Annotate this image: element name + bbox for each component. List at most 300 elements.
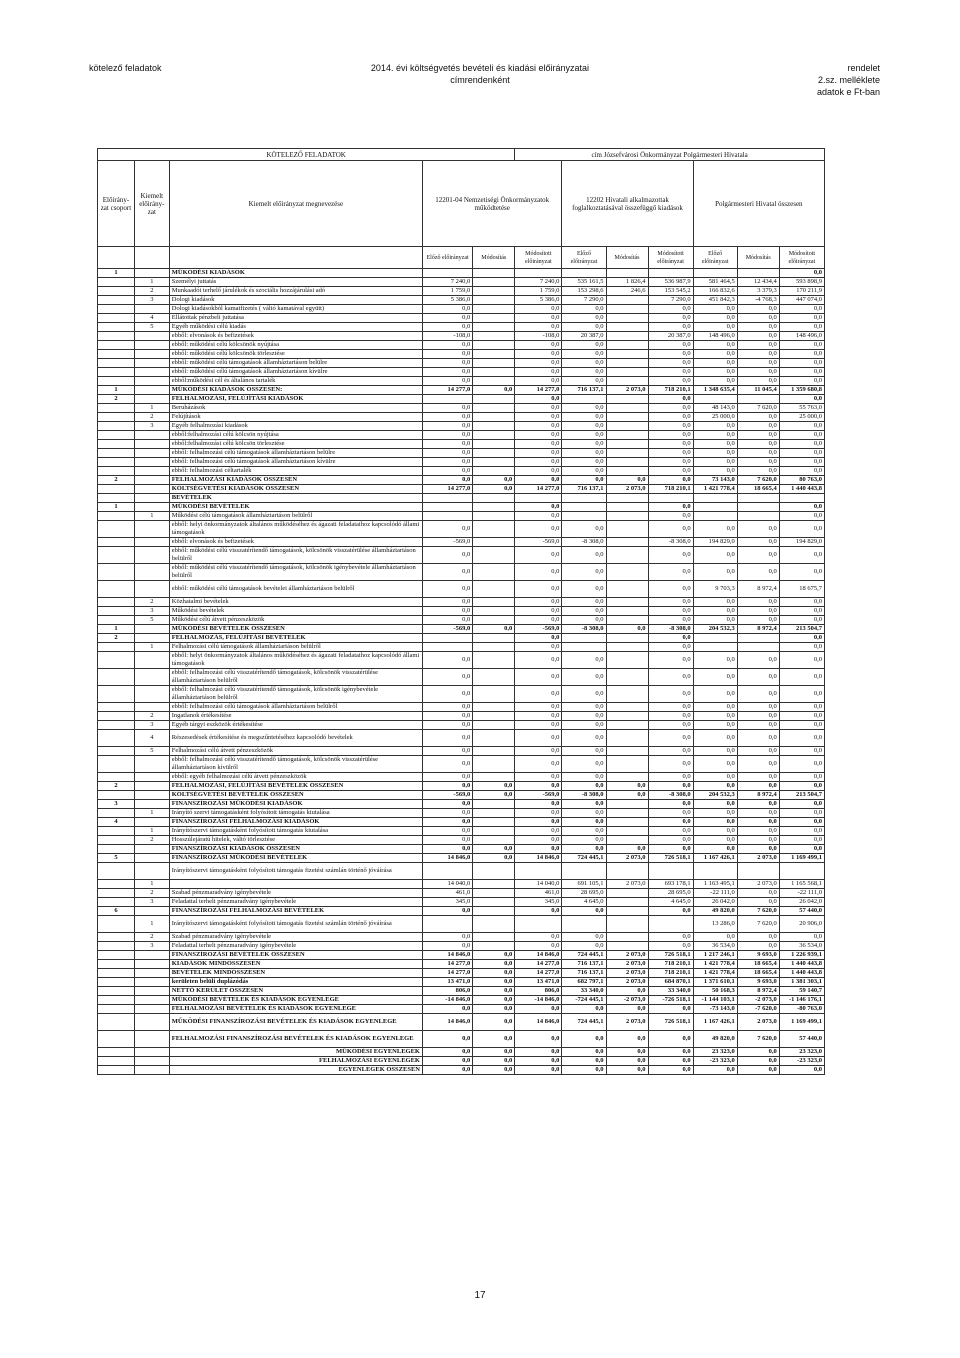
row-value: 20 387,0 (562, 332, 606, 341)
row-value: 0,0 (422, 413, 472, 422)
row-value: -22 111,0 (779, 889, 824, 898)
row-value (606, 643, 648, 652)
row-value (473, 756, 515, 773)
row-value: 0,0 (648, 703, 693, 712)
row-value (473, 730, 515, 747)
row-value: 0,0 (779, 782, 824, 791)
row-value: 7 290,0 (562, 296, 606, 305)
row-group (98, 431, 135, 440)
row-label: MŰKÖDÉSI BEVÉTELEK ÖSSZESEN (169, 625, 422, 634)
row-value: 0,0 (779, 350, 824, 359)
row-value: 0,0 (473, 1066, 515, 1075)
row-value: 0,0 (515, 933, 562, 942)
table-row (98, 377, 825, 386)
sub-header: Módosított előirányzat (779, 247, 824, 269)
row-value: 691 105,1 (562, 880, 606, 889)
row-label: FELHALMOZÁSI, FELÚJÍTÁSI KIADÁSOK (169, 395, 422, 404)
row-value: 0,0 (779, 564, 824, 581)
row-value: 1 169 499,1 (779, 854, 824, 863)
row-label: ebből: felhalmozási célú támogatások államháztartáson belülre (169, 449, 422, 458)
row-label: ebből: felhalmozási célú visszatérítendő támogatások, kölcsönök visszatérülése államháztartáson kívülről (169, 756, 422, 773)
row-value (606, 686, 648, 703)
row-value: 0,0 (779, 607, 824, 616)
row-value (606, 512, 648, 521)
row-value (473, 800, 515, 809)
row-value: 0,0 (737, 341, 779, 350)
row-value (693, 512, 737, 521)
row-value: 0,0 (737, 827, 779, 836)
row-kiemelt: 4 (134, 314, 169, 323)
row-value (473, 314, 515, 323)
row-value: 0,0 (737, 652, 779, 669)
row-value: 0,0 (779, 314, 824, 323)
row-value: 0,0 (737, 1066, 779, 1075)
row-value: 0,0 (515, 836, 562, 845)
row-label: Dologi kiadások (169, 296, 422, 305)
row-value: 9 693,0 (737, 951, 779, 960)
row-value: 1 421 778,4 (693, 969, 737, 978)
row-value: 2 073,0 (606, 386, 648, 395)
row-value: 14 846,0 (422, 1014, 472, 1031)
row-value: 0,0 (422, 933, 472, 942)
row-kiemelt (134, 503, 169, 512)
row-value: 213 504,7 (779, 625, 824, 634)
row-value: 0,0 (562, 669, 606, 686)
row-group: 2 (98, 395, 135, 404)
row-value (473, 538, 515, 547)
row-value: 0,0 (737, 730, 779, 747)
row-value: 0,0 (515, 712, 562, 721)
row-kiemelt (134, 845, 169, 854)
row-value: 0,0 (562, 1057, 606, 1066)
row-label: ebből: felhalmozási célú visszatérítendő támogatások, kölcsönök visszatérülése államháztartáson belülről (169, 669, 422, 686)
row-value: 0,0 (648, 634, 693, 643)
row-value (648, 916, 693, 933)
row-group (98, 1048, 135, 1057)
row-label: ebből:működési cél és általános tartalék (169, 377, 422, 386)
row-group (98, 278, 135, 287)
row-value: 0,0 (779, 686, 824, 703)
row-label: KÖLTSÉGVETÉSI BEVÉTELEK ÖSSZESEN (169, 791, 422, 800)
row-value: 0,0 (648, 818, 693, 827)
row-label: Irányítószervi támogatásként folyósított támogatás fizetési számlán történő jóváírása (169, 916, 422, 933)
table-row (98, 880, 825, 889)
table-row (98, 413, 825, 422)
row-value (606, 305, 648, 314)
row-label: Részesedések értékesítése és megszűntetéséhez kapcsolódó bevételek (169, 730, 422, 747)
row-value: 0,0 (515, 1066, 562, 1075)
row-value: 0,0 (515, 503, 562, 512)
table-row (98, 960, 825, 969)
row-value: 14 846,0 (515, 854, 562, 863)
row-value: 0,0 (648, 581, 693, 598)
row-value: -108,0 (515, 332, 562, 341)
row-value: 1 226 939,1 (779, 951, 824, 960)
row-group (98, 987, 135, 996)
row-value: 0,0 (473, 386, 515, 395)
row-value (606, 634, 648, 643)
row-value (562, 643, 606, 652)
row-value (606, 564, 648, 581)
row-value (737, 269, 779, 278)
row-group (98, 467, 135, 476)
sub-header: Módosítás (606, 247, 648, 269)
row-value: 0,0 (515, 686, 562, 703)
row-kiemelt: 1 (134, 404, 169, 413)
row-value (473, 422, 515, 431)
row-value (737, 503, 779, 512)
row-kiemelt (134, 1048, 169, 1057)
row-value: -569,0 (422, 791, 472, 800)
row-value: 7 620,0 (737, 1031, 779, 1048)
row-kiemelt (134, 756, 169, 773)
table-row (98, 547, 825, 564)
row-value: 0,0 (515, 1005, 562, 1014)
row-value: 345,0 (515, 898, 562, 907)
row-value: 0,0 (648, 933, 693, 942)
row-label: ebből: működési célú kölcsönök törlesztése (169, 350, 422, 359)
row-value (473, 836, 515, 845)
row-group (98, 747, 135, 756)
table-row (98, 827, 825, 836)
row-value: 0,0 (515, 467, 562, 476)
row-kiemelt (134, 1005, 169, 1014)
row-value: 0,0 (779, 643, 824, 652)
row-value: 0,0 (693, 721, 737, 730)
row-value: 0,0 (422, 458, 472, 467)
row-value: -569,0 (515, 791, 562, 800)
table-row (98, 836, 825, 845)
row-value: 0,0 (422, 1031, 472, 1048)
col-header-name: Kiemelt előirányzat megnevezése (169, 161, 422, 247)
row-group (98, 598, 135, 607)
row-value (648, 269, 693, 278)
row-value: 14 277,0 (422, 485, 472, 494)
table-row (98, 458, 825, 467)
row-label: Egyéb működési célú kiadás (169, 323, 422, 332)
row-value: 0,0 (648, 377, 693, 386)
row-value (606, 916, 648, 933)
row-kiemelt: 1 (134, 827, 169, 836)
row-value: 0,0 (779, 269, 824, 278)
row-value: 50 168,3 (693, 987, 737, 996)
row-value: 7 240,0 (515, 278, 562, 287)
table-row (98, 476, 825, 485)
row-value: 0,0 (422, 712, 472, 721)
row-value: 0,0 (737, 1057, 779, 1066)
row-value: 0,0 (779, 721, 824, 730)
row-group (98, 773, 135, 782)
row-value: 0,0 (648, 652, 693, 669)
row-value: 0,0 (422, 782, 472, 791)
row-value: 0,0 (562, 1005, 606, 1014)
row-value: -1 146 176,1 (779, 996, 824, 1005)
row-kiemelt (134, 818, 169, 827)
row-value (606, 818, 648, 827)
row-value (473, 467, 515, 476)
row-value: 0,0 (737, 323, 779, 332)
row-value: 48 143,0 (693, 404, 737, 413)
sub-header: Előző előirányzat (422, 247, 472, 269)
row-group (98, 686, 135, 703)
row-value: 0,0 (779, 467, 824, 476)
row-value (473, 503, 515, 512)
row-group: 6 (98, 907, 135, 916)
row-value: 0,0 (515, 395, 562, 404)
row-value: 0,0 (779, 431, 824, 440)
row-value: 0,0 (473, 978, 515, 987)
row-label: ebből: helyi önkormányzatok általános működéséhez és ágazati feladataihoz kapcsolódó állami támogatások (169, 521, 422, 538)
row-value: 0,0 (779, 616, 824, 625)
row-kiemelt (134, 951, 169, 960)
row-value: 0,0 (737, 782, 779, 791)
row-value: 0,0 (422, 314, 472, 323)
row-group (98, 863, 135, 880)
row-value: 718 210,1 (648, 969, 693, 978)
row-value: 0,0 (422, 756, 472, 773)
row-group: 3 (98, 800, 135, 809)
row-value: 0,0 (473, 485, 515, 494)
row-value: 0,0 (779, 377, 824, 386)
row-group: 1 (98, 269, 135, 278)
row-value: 0,0 (473, 996, 515, 1005)
row-kiemelt (134, 703, 169, 712)
row-value: 0,0 (648, 422, 693, 431)
row-value: 0,0 (737, 898, 779, 907)
row-value: 26 042,0 (693, 898, 737, 907)
row-value: 0,0 (515, 368, 562, 377)
sub-header: Előző előirányzat (562, 247, 606, 269)
row-value: -8 308,0 (648, 791, 693, 800)
table-row (98, 278, 825, 287)
row-value: 2 073,0 (737, 1014, 779, 1031)
row-value (515, 494, 562, 503)
row-value: 0,0 (422, 341, 472, 350)
row-value: 0,0 (648, 547, 693, 564)
row-value: 0,0 (779, 341, 824, 350)
table-row (98, 581, 825, 598)
row-value: 0,0 (515, 721, 562, 730)
row-value: 28 695,0 (648, 889, 693, 898)
row-value (473, 395, 515, 404)
row-value: 7 620,0 (737, 404, 779, 413)
row-value: 0,0 (515, 305, 562, 314)
row-value: 0,0 (779, 305, 824, 314)
row-value: 0,0 (422, 836, 472, 845)
row-value: 724 445,1 (562, 854, 606, 863)
row-value: 14 277,0 (422, 960, 472, 969)
row-value (606, 756, 648, 773)
row-kiemelt (134, 476, 169, 485)
row-value: 0,0 (693, 431, 737, 440)
row-value: 0,0 (693, 836, 737, 845)
row-value (606, 652, 648, 669)
row-value: 0,0 (606, 987, 648, 996)
row-value: 0,0 (779, 395, 824, 404)
row-value: 20 387,0 (648, 332, 693, 341)
row-kiemelt: 3 (134, 296, 169, 305)
row-label: Működési célú támogatások államháztartáson belülről (169, 512, 422, 521)
row-value (606, 538, 648, 547)
row-value: 718 210,1 (648, 960, 693, 969)
row-value: 25 000,0 (779, 413, 824, 422)
row-value: 0,0 (737, 889, 779, 898)
row-value: 148 496,0 (693, 332, 737, 341)
table-row (98, 818, 825, 827)
row-group (98, 845, 135, 854)
row-group (98, 314, 135, 323)
row-value (606, 898, 648, 907)
row-value: 0,0 (515, 782, 562, 791)
row-value: 0,0 (606, 625, 648, 634)
row-value: 0,0 (779, 730, 824, 747)
row-kiemelt (134, 1057, 169, 1066)
row-value (606, 616, 648, 625)
row-value: 0,0 (422, 686, 472, 703)
row-value: 0,0 (648, 323, 693, 332)
row-label: Beruházások (169, 404, 422, 413)
row-value: 0,0 (515, 1057, 562, 1066)
row-label: MŰKÖDÉSI KIADÁSOK ÖSSZESEN: (169, 386, 422, 395)
row-group (98, 287, 135, 296)
row-value: 0,0 (779, 800, 824, 809)
table-row (98, 422, 825, 431)
row-kiemelt (134, 467, 169, 476)
row-value: 20 906,0 (779, 916, 824, 933)
row-value: 0,0 (562, 616, 606, 625)
row-value: 0,0 (693, 652, 737, 669)
table-row (98, 907, 825, 916)
row-value: 0,0 (422, 809, 472, 818)
row-value: 0,0 (422, 730, 472, 747)
row-value (473, 269, 515, 278)
row-group (98, 996, 135, 1005)
row-value (473, 440, 515, 449)
row-value (606, 809, 648, 818)
row-value: 14 040,0 (515, 880, 562, 889)
row-value (422, 863, 472, 880)
row-value: 0,0 (515, 323, 562, 332)
col-header-a: 12201-04 Nemzetiségi Önkormányzatok működtetése (422, 161, 561, 247)
row-value (693, 634, 737, 643)
row-value: 0,0 (562, 547, 606, 564)
row-kiemelt: 3 (134, 607, 169, 616)
row-value: 0,0 (779, 458, 824, 467)
table-row (98, 395, 825, 404)
row-value: 0,0 (693, 1066, 737, 1075)
row-value: 0,0 (648, 404, 693, 413)
row-value: 0,0 (648, 1005, 693, 1014)
row-value: 0,0 (515, 512, 562, 521)
row-value: 726 518,1 (648, 951, 693, 960)
row-value: 18 665,4 (737, 485, 779, 494)
row-value: 0,0 (562, 907, 606, 916)
row-group (98, 332, 135, 341)
row-value (606, 598, 648, 607)
row-label: ebből: helyi önkormányzatok általános működéséhez és ágazati feladataihoz kapcsolódó állami támogatások (169, 652, 422, 669)
row-kiemelt: 1 (134, 916, 169, 933)
row-group (98, 512, 135, 521)
row-value: 7 240,0 (422, 278, 472, 287)
budget-table (97, 148, 825, 1075)
row-value (473, 747, 515, 756)
row-value: 0,0 (779, 773, 824, 782)
row-label: MŰKÖDÉSI BEVÉTELEK ÉS KIADÁSOK EGYENLEGE (169, 996, 422, 1005)
row-kiemelt (134, 634, 169, 643)
row-value: 0,0 (562, 1066, 606, 1075)
row-value (422, 634, 472, 643)
row-group (98, 756, 135, 773)
row-value: 0,0 (422, 598, 472, 607)
row-group (98, 933, 135, 942)
table-row (98, 1005, 825, 1014)
row-value: 0,0 (693, 712, 737, 721)
row-value: 0,0 (422, 818, 472, 827)
row-group (98, 1057, 135, 1066)
row-value: 0,0 (779, 756, 824, 773)
row-value: 0,0 (779, 933, 824, 942)
row-value (606, 889, 648, 898)
row-label: FELHALMOZÁSI KIADÁSOK ÖSSZESEN (169, 476, 422, 485)
row-group (98, 791, 135, 800)
row-group (98, 422, 135, 431)
row-kiemelt (134, 854, 169, 863)
row-value (693, 863, 737, 880)
row-value: 0,0 (648, 395, 693, 404)
row-value: 0,0 (562, 422, 606, 431)
row-value: 0,0 (562, 782, 606, 791)
row-value: 0,0 (693, 747, 737, 756)
row-value: 0,0 (693, 564, 737, 581)
row-group (98, 1066, 135, 1075)
row-label: ebből: működési célú támogatások államháztartáson kívülre (169, 368, 422, 377)
row-value (606, 404, 648, 413)
row-value: 0,0 (562, 607, 606, 616)
row-group (98, 607, 135, 616)
row-value: 0,0 (693, 377, 737, 386)
row-value: 0,0 (422, 721, 472, 730)
row-kiemelt (134, 547, 169, 564)
row-value: 18 665,4 (737, 969, 779, 978)
row-kiemelt (134, 782, 169, 791)
row-value (606, 581, 648, 598)
row-value: 0,0 (648, 1066, 693, 1075)
row-value: 28 695,0 (562, 889, 606, 898)
row-value: 55 763,0 (779, 404, 824, 413)
row-value: 0,0 (515, 652, 562, 669)
table-title-left: KÖTELEZŐ FELADATOK (98, 149, 515, 161)
row-value: 0,0 (515, 818, 562, 827)
row-value: 0,0 (648, 1057, 693, 1066)
row-label: FELHALMOZÁSI EGYENLEGEK (169, 1057, 422, 1066)
row-label: MŰKÖDÉSI EGYENLEGEK (169, 1048, 422, 1057)
row-value: 0,0 (693, 616, 737, 625)
page-number: 17 (474, 1290, 486, 1301)
row-value: 0,0 (693, 449, 737, 458)
row-value: 0,0 (737, 467, 779, 476)
row-group (98, 547, 135, 564)
row-value: 1 217 246,1 (693, 951, 737, 960)
table-row (98, 916, 825, 933)
row-value (473, 634, 515, 643)
row-value: 0,0 (693, 756, 737, 773)
row-value: -2 073,0 (606, 996, 648, 1005)
row-kiemelt (134, 305, 169, 314)
row-value: 0,0 (648, 730, 693, 747)
row-value: 0,0 (648, 809, 693, 818)
row-kiemelt: 2 (134, 933, 169, 942)
row-value: 2 073,0 (606, 969, 648, 978)
